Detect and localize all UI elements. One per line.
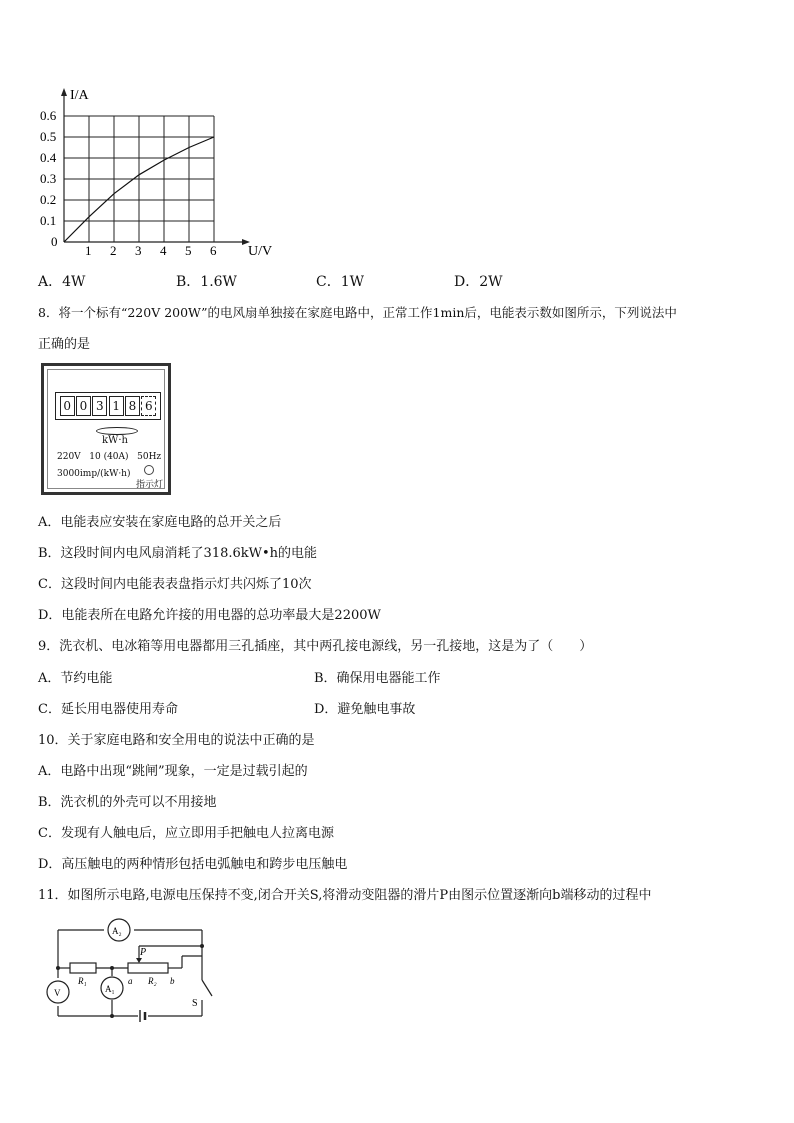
meter-spec-line2: 3000imp/(kW·h) bbox=[57, 469, 131, 479]
meter-unit: kW·h bbox=[102, 435, 128, 446]
q7-option-a[interactable]: A．4W bbox=[38, 274, 86, 290]
q10-option-b[interactable]: B．洗衣机的外壳可以不用接地 bbox=[38, 795, 217, 810]
q8-option-d[interactable]: D．电能表所在电路允许接的用电器的总功率最大是2200W bbox=[38, 608, 381, 623]
y-tick-label: 0.5 bbox=[40, 129, 57, 144]
meter-digit: 0 bbox=[76, 396, 91, 416]
x-tick-label: 4 bbox=[160, 243, 167, 258]
y-axis-label: I/A bbox=[70, 88, 89, 103]
q10-stem: 10．关于家庭电路和安全用电的说法中正确的是 bbox=[38, 733, 315, 748]
x-axis-label: U/V bbox=[248, 244, 273, 259]
q10-option-c[interactable]: C．发现有人触电后，应立即用手把触电人拉离电源 bbox=[38, 826, 334, 841]
resistor-r1 bbox=[70, 963, 96, 973]
svg-text:R₂: R₂ bbox=[148, 976, 157, 986]
meter-disc bbox=[96, 427, 138, 435]
x-tick-label: 6 bbox=[210, 243, 217, 258]
svg-text:A₁: A₁ bbox=[105, 984, 115, 994]
y-axis-arrow-icon bbox=[61, 88, 67, 96]
meter-digit: 1 bbox=[109, 396, 124, 416]
q8-stem-line2: 正确的是 bbox=[38, 337, 91, 352]
meter-spec-line1: 220V 10 (40A) 50Hz bbox=[57, 452, 162, 462]
q9-option-b[interactable]: B．确保用电器能工作 bbox=[314, 671, 441, 686]
y-tick-label: 0.1 bbox=[40, 213, 57, 228]
resistor-r2 bbox=[128, 963, 168, 973]
meter-digit: 3 bbox=[92, 396, 107, 416]
svg-text:V: V bbox=[54, 988, 61, 998]
q8-stem-line1: 8．将一个标有“220V 200W”的电风扇单独接在家庭电路中，正常工作1min后，电能表示数如图所示，下列说法中 bbox=[38, 305, 677, 320]
meter-digit: 8 bbox=[125, 396, 140, 416]
q7-option-d[interactable]: D．2W bbox=[454, 274, 503, 290]
q10-option-d[interactable]: D．高压触电的两种情形包括电弧触电和跨步电压触电 bbox=[38, 857, 348, 872]
x-tick-label: 2 bbox=[110, 243, 117, 258]
q9-option-a[interactable]: A．节约电能 bbox=[38, 671, 113, 686]
q9-option-d[interactable]: D．避免触电事故 bbox=[314, 702, 416, 717]
svg-text:A₂: A₂ bbox=[112, 926, 122, 936]
circuit-diagram bbox=[44, 916, 224, 1028]
meter-indicator-label: 指示灯 bbox=[136, 480, 164, 490]
q10-option-a[interactable]: A．电路中出现“跳闸”现象，一定是过载引起的 bbox=[38, 764, 308, 779]
q8-option-c[interactable]: C．这段时间内电能表表盘指示灯共闪烁了10次 bbox=[38, 577, 312, 592]
x-tick-label: 5 bbox=[185, 243, 192, 258]
meter-digit-decimal: 6 bbox=[141, 396, 156, 416]
iu-graph bbox=[36, 84, 286, 260]
q7-option-b[interactable]: B．1.6W bbox=[176, 274, 237, 290]
meter-digit-window bbox=[55, 392, 161, 420]
x-tick-label: 3 bbox=[135, 243, 142, 258]
y-tick-label: 0.3 bbox=[40, 171, 57, 186]
svg-text:S: S bbox=[192, 998, 198, 1009]
y-tick-label: 0.4 bbox=[40, 150, 57, 165]
q11-stem: 11．如图所示电路,电源电压保持不变,闭合开关S,将滑动变阻器的滑片P由图示位置逐渐向b端移动的过程中 bbox=[38, 888, 652, 903]
svg-text:P: P bbox=[140, 947, 147, 958]
meter-digit: 0 bbox=[60, 396, 75, 416]
origin-label: 0 bbox=[51, 234, 58, 249]
q8-option-b[interactable]: B．这段时间内电风扇消耗了318.6kW•h的电能 bbox=[38, 546, 318, 561]
y-tick-label: 0.2 bbox=[40, 192, 57, 207]
q9-option-c[interactable]: C．延长用电器使用寿命 bbox=[38, 702, 178, 717]
svg-text:R₁: R₁ bbox=[78, 976, 87, 986]
q9-stem: 9．洗衣机、电冰箱等用电器都用三孔插座，其中两孔接电源线，另一孔接地，这是为了（ ） bbox=[38, 639, 593, 654]
q7-option-c[interactable]: C．1W bbox=[316, 274, 365, 290]
indicator-light-icon bbox=[144, 465, 154, 475]
energy-meter bbox=[41, 363, 171, 495]
svg-text:a: a bbox=[128, 976, 133, 986]
x-tick-label: 1 bbox=[85, 243, 92, 258]
q8-option-a[interactable]: A．电能表应安装在家庭电路的总开关之后 bbox=[38, 515, 282, 530]
graph-grid bbox=[61, 88, 250, 245]
y-tick-label: 0.6 bbox=[40, 108, 57, 123]
svg-text:b: b bbox=[170, 976, 175, 986]
slider-arrow-icon bbox=[136, 958, 142, 963]
